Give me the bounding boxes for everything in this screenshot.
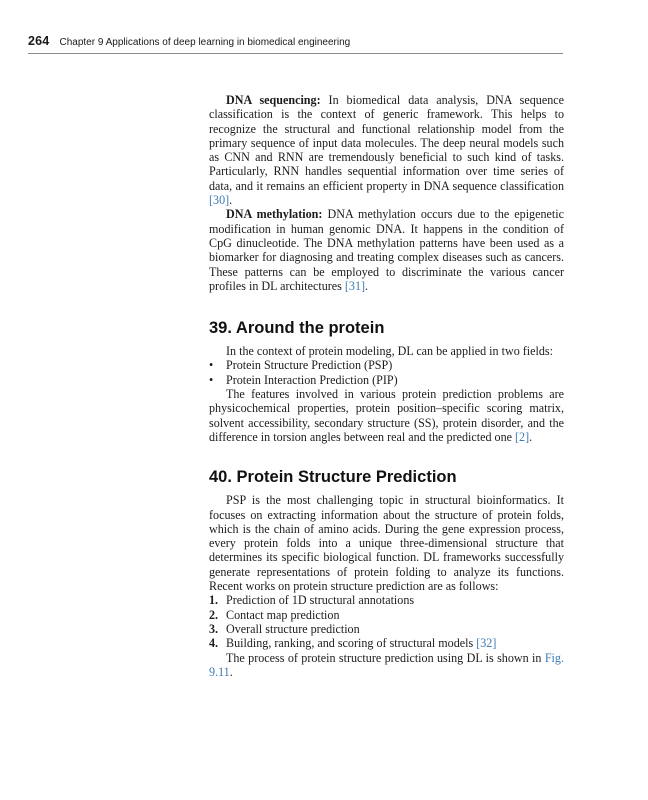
list-item-text: Contact map prediction <box>226 607 340 622</box>
dna-methylation-term: DNA methylation: <box>226 207 323 222</box>
running-header <box>28 34 563 54</box>
list-item: • Protein Interaction Prediction (PIP) <box>209 373 564 387</box>
section-40-closing <box>209 651 564 680</box>
section-39-paragraph <box>209 387 564 444</box>
list-item-text: Overall structure prediction <box>226 621 360 636</box>
list-item <box>209 608 564 622</box>
running-title: Chapter 9 Applications of deep learning in biomedical engineering <box>59 37 351 48</box>
header-rule <box>28 53 563 54</box>
section-39-bullet-list <box>209 358 564 387</box>
dna-sequencing-paragraph <box>209 93 564 207</box>
citation-2[interactable]: [2] <box>515 429 530 444</box>
section-39-intro: In the context of protein modeling, DL can be applied in two fields: <box>226 344 554 359</box>
dna-methylation-text: DNA methylation occurs due to the epigenetic modification in human genomic DNA. It happens in the condition of CpG dinucleotide. The DNA methylation patterns have been used as a biomarker for diagnosing and treating complex diseases such as cancers. These patterns can be employed to discriminate the various cancer profiles in DL architectures <box>209 207 564 293</box>
list-item: • Protein Structure Prediction (PSP) <box>209 358 564 372</box>
period: . <box>365 278 369 293</box>
list-item <box>209 636 564 650</box>
section-40-heading: 40. Protein Structure Prediction <box>209 468 457 487</box>
dna-sequencing-term: DNA sequencing: <box>226 93 321 107</box>
list-number: 1. <box>209 593 219 608</box>
list-number: 4. <box>209 636 219 651</box>
list-item-text: Building, ranking, and scoring of structural models <box>226 636 477 651</box>
citation-31[interactable]: [31] <box>344 278 366 293</box>
closing-text: The process of protein structure prediction using DL is shown in <box>226 650 545 665</box>
section-39-heading: 39. Around the protein <box>209 319 385 338</box>
list-item <box>209 593 564 607</box>
period: . <box>529 429 533 444</box>
dna-methylation-paragraph <box>209 207 564 293</box>
period: . <box>229 193 233 208</box>
list-number: 2. <box>209 607 219 622</box>
list-item <box>209 622 564 636</box>
section-40-numbered-list <box>209 593 564 650</box>
section-40-paragraph: PSP is the most challenging topic in structural bioinformatics. It focuses on extracting information about the structure of protein folds, which is the chain of amino acids. During the gene expression process, every protein folds into a unique three-dimensional structure that determines its specific biological function. DL frameworks successfully generate representations of protein folding to analyze its functions. Recent works on protein structure prediction are as follows: <box>209 493 564 594</box>
list-item-text: Prediction of 1D structural annotations <box>226 593 415 608</box>
list-number: 3. <box>209 621 219 636</box>
dna-sequencing-text: In biomedical data analysis, DNA sequence classification is the context of generic framework. This helps to recognize the structural and functional relationship model from the primary sequence of input data molecules. The deep neural models such as CNN and RNN are tremendously beneficial to such kind of tasks. Particularly, RNN handles sequential information over time series of data, and it remains an efficient property in DNA sequence classification <box>209 93 564 193</box>
page-body <box>209 93 564 679</box>
figure-link[interactable]: Fig. 9.11 <box>209 650 564 679</box>
section-39-text: The features involved in various protein prediction problems are physicochemical properties, protein position–specific scoring matrix, solvent accessibility, secondary structure (SS), protein disorder, and the difference in torsion angles between real and the predicted one <box>209 387 564 444</box>
citation-32[interactable]: [32] <box>476 636 497 651</box>
page-number: 264 <box>28 34 50 48</box>
citation-30[interactable]: [30] <box>209 193 230 208</box>
period: . <box>229 664 233 679</box>
